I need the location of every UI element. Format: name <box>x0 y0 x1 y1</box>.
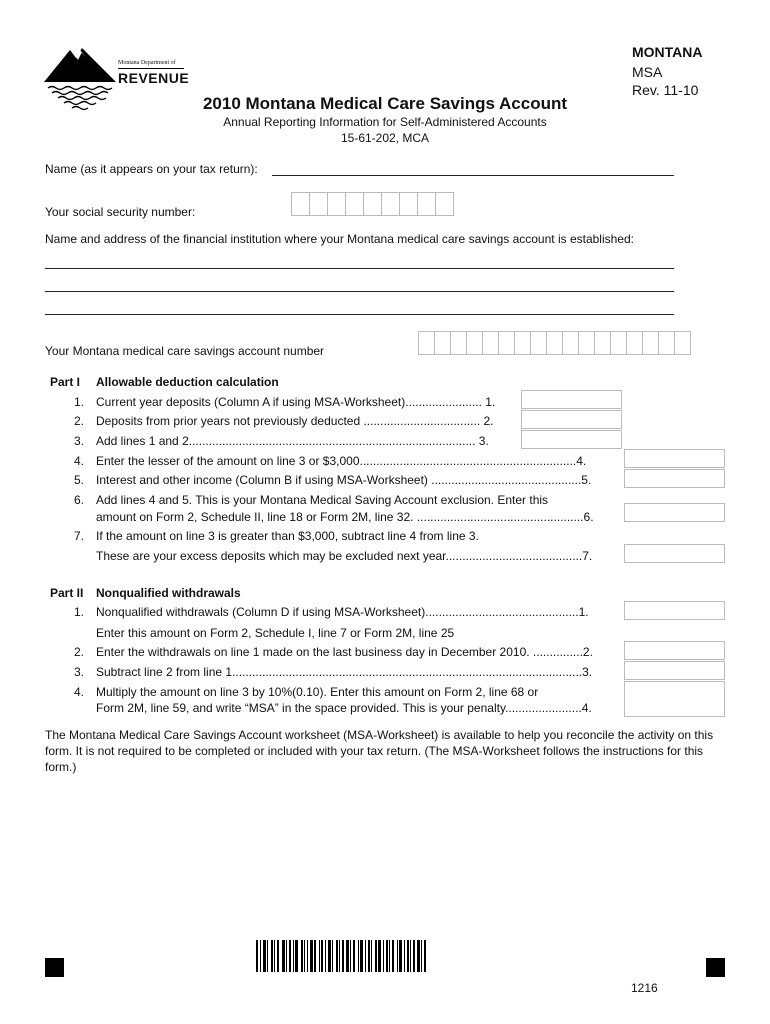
part2-line2-num: 2. <box>73 645 84 659</box>
name-label: Name (as it appears on your tax return): <box>45 162 258 176</box>
part1-line5-text: Interest and other income (Column B if using MSA-Worksheet) .............................................5. <box>96 473 592 487</box>
page-title: 2010 Montana Medical Care Savings Account <box>202 94 568 113</box>
logo-department-text: Montana Department of <box>118 60 176 66</box>
institution-label: Name and address of the financial institution where your Montana medical care savings account is established: <box>45 232 634 246</box>
part2-heading: Nonqualified withdrawals <box>96 586 241 600</box>
form-state: MONTANA <box>632 44 703 60</box>
institution-line-3[interactable] <box>45 314 674 315</box>
registration-marker-right <box>706 958 725 977</box>
ssn-input[interactable] <box>291 192 454 216</box>
part1-line4-text: Enter the lesser of the amount on line 3 or $3,000.................................................................4. <box>96 454 587 468</box>
part1-line6-num: 6. <box>73 493 84 507</box>
part2-line1-text2: Enter this amount on Form 2, Schedule I, line 7 or Form 2M, line 25 <box>96 626 455 640</box>
part1-line2-input[interactable] <box>521 410 622 429</box>
logo-rule <box>118 68 184 69</box>
part2-line1-num: 1. <box>73 605 84 619</box>
part1-line2-num: 2. <box>73 414 84 428</box>
part1-line1-num: 1. <box>73 395 84 409</box>
statute-reference: 15-61-202, MCA <box>340 131 430 145</box>
part2-line3-num: 3. <box>73 665 84 679</box>
barcode-icon <box>256 940 506 972</box>
part1-label: Part I <box>50 375 81 389</box>
part1-line1-text: Current year deposits (Column A if using MSA-Worksheet)....................... 1. <box>96 395 496 409</box>
part1-line6-text: Add lines 4 and 5. This is your Montana Medical Saving Account exclusion. Enter this <box>96 493 549 507</box>
part2-line2-input[interactable] <box>624 641 725 660</box>
part1-line7-input[interactable] <box>624 544 725 563</box>
page-number: 1216 <box>631 981 658 995</box>
part1-line5-num: 5. <box>73 473 84 487</box>
worksheet-note: The Montana Medical Care Savings Account worksheet (MSA-Worksheet) is available to help you reconcile the activity on this form. It is not required to be completed or included with your tax return. (The MSA-Worksheet follows the instructions for this form.) <box>45 728 714 774</box>
part2-line3-text: Subtract line 2 from line 1.........................................................................................................3. <box>96 665 593 679</box>
part1-line4-num: 4. <box>73 454 84 468</box>
part2-line4-text2: Form 2M, line 59, and write “MSA” in the space provided. This is your penalty.......................4. <box>96 701 592 715</box>
part2-line4-text: Multiply the amount on line 3 by 10%(0.10). Enter this amount on Form 2, line 68 or <box>96 685 539 699</box>
part1-line3-text: Add lines 1 and 2...................................................................................... 3. <box>96 434 489 448</box>
account-number-input[interactable] <box>418 331 691 355</box>
part1-line5-input[interactable] <box>624 469 725 488</box>
part1-line7-text: If the amount on line 3 is greater than $3,000, subtract line 4 from line 3. <box>96 529 479 543</box>
form-revision: Rev. 11-10 <box>632 82 699 98</box>
institution-line-1[interactable] <box>45 268 674 269</box>
part1-line6-text2: amount on Form 2, Schedule II, line 18 or Form 2M, line 32. ..................................................6. <box>96 510 594 524</box>
part1-line7-num: 7. <box>73 529 84 543</box>
part1-line6-input[interactable] <box>624 503 725 522</box>
part2-line4-num: 4. <box>73 685 84 699</box>
part1-line3-input[interactable] <box>521 430 622 449</box>
part1-line2-text: Deposits from prior years not previously deducted ................................... 2. <box>96 414 494 428</box>
logo-revenue-text: REVENUE <box>118 70 190 86</box>
part2-line3-input[interactable] <box>624 661 725 680</box>
form-id: MSA <box>632 64 663 80</box>
part2-line2-text: Enter the withdrawals on line 1 made on the last business day in December 2010. ...............2. <box>96 645 593 659</box>
name-field[interactable] <box>272 175 674 176</box>
account-number-label: Your Montana medical care savings account number <box>45 344 325 358</box>
part1-line7-text2: These are your excess deposits which may be excluded next year.........................................7. <box>96 549 593 563</box>
ssn-label: Your social security number: <box>45 205 196 219</box>
part2-line4-input[interactable] <box>624 681 725 717</box>
part2-label: Part II <box>50 586 84 600</box>
part1-line4-input[interactable] <box>624 449 725 468</box>
part1-line3-num: 3. <box>73 434 84 448</box>
part2-line1-text: Nonqualified withdrawals (Column D if using MSA-Worksheet)..............................................1. <box>96 605 589 619</box>
part1-heading: Allowable deduction calculation <box>96 375 279 389</box>
page-subtitle: Annual Reporting Information for Self-Administered Accounts <box>223 115 547 129</box>
part1-line1-input[interactable] <box>521 390 622 409</box>
institution-line-2[interactable] <box>45 291 674 292</box>
part2-line1-input[interactable] <box>624 601 725 620</box>
registration-marker-left <box>45 958 64 977</box>
